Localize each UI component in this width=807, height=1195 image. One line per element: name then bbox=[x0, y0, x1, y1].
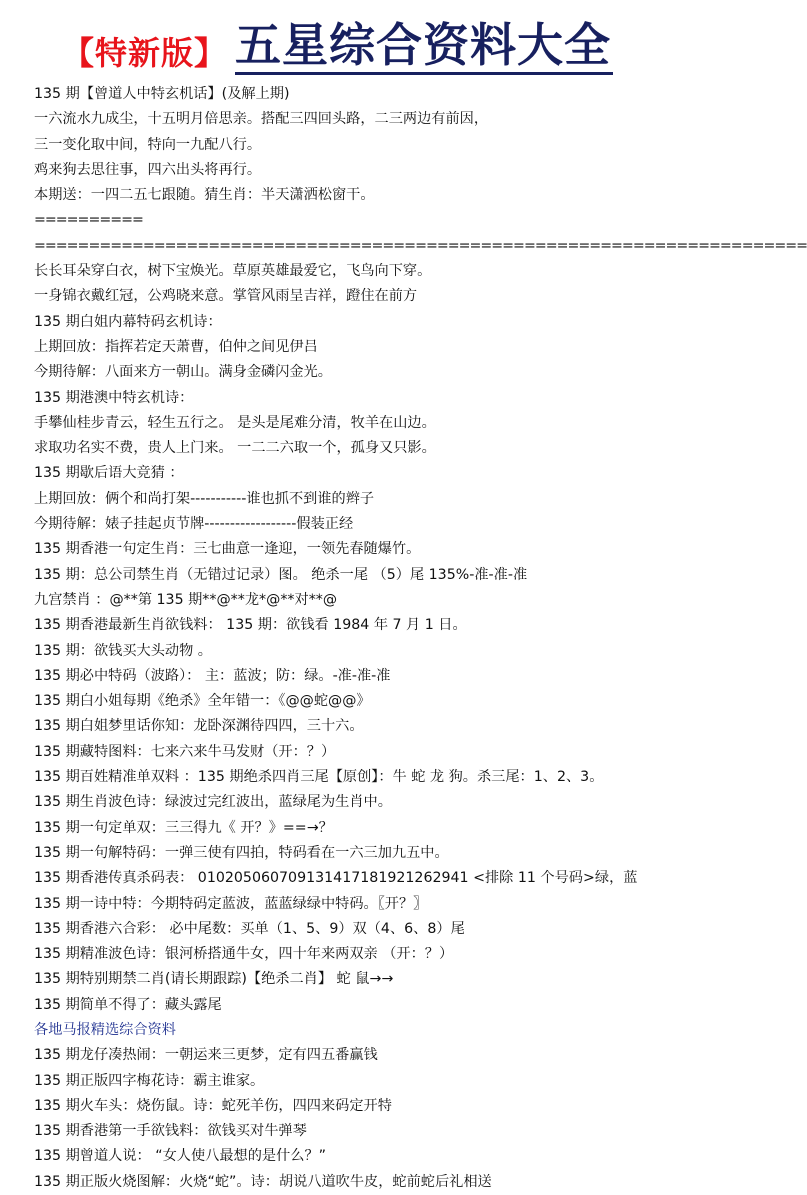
text-line: 135 期藏特图料：七来六来牛马发财（开：？） bbox=[34, 743, 336, 760]
text-line: 135 期简单不得了：藏头露尾 bbox=[34, 996, 222, 1013]
text-line: 本期送：一四二五七跟随。猜生肖：半天潇洒松窗干。 bbox=[34, 187, 375, 204]
text-line: 今期待解：八面来方一朝山。满身金磷闪金光。 bbox=[34, 364, 332, 381]
text-line: 135 期一句解特码：一弹三使有四拍，特码看在一六三加九五中。 bbox=[34, 844, 449, 861]
text-line: 135 期一诗中特：今期特码定蓝波，蓝蓝绿绿中特码。〖开？〗 bbox=[34, 895, 428, 912]
text-line: 三一变化取中间，特向一九配八行。 bbox=[34, 136, 262, 153]
text-line: 求取功名实不费，贵人上门来。 一二二六取一个，孤身又只影。 bbox=[34, 440, 436, 457]
text-line: 135 期正版火烧图解：火烧“蛇”。诗：胡说八道吹牛皮，蛇前蛇后礼相送 bbox=[34, 1173, 492, 1190]
text-line: 长长耳朵穿白衣，树下宝焕光。草原英雄最爱它，飞鸟向下穿。 bbox=[34, 263, 432, 280]
text-line: 135 期港澳中特玄机诗： bbox=[34, 389, 194, 406]
edition-badge: 【特新版】 bbox=[62, 34, 228, 72]
text-line: 今期待解：婊子挂起贞节牌------------------假装正经 bbox=[34, 516, 354, 533]
text-line: 135 期火车头：烧伤鼠。诗：蛇死羊伤，四四来码定开特 bbox=[34, 1097, 392, 1114]
text-line: 135 期龙仔凑热闹：一朝运来三更梦，定有四五番赢钱 bbox=[34, 1047, 378, 1064]
text-line: 上期回放：俩个和尚打架-----------谁也抓不到谁的辫子 bbox=[34, 490, 375, 507]
section-heading: 各地马报精选综合资料 bbox=[34, 1021, 176, 1038]
text-line: 135 期【曾道人中特玄机话】(及解上期) bbox=[34, 86, 290, 102]
text-line: 135 期特别期禁二肖(请长期跟踪)【绝杀二肖】 蛇 鼠→→ bbox=[34, 971, 394, 988]
text-line: 135 期歇后语大竞猜 ： bbox=[34, 465, 184, 482]
text-line: 135 期香港最新生肖欲钱料： 135 期：欲钱看 1984 年 7 月 1 日。 bbox=[34, 617, 467, 634]
page-title: 五星综合资料大全 bbox=[235, 18, 613, 75]
document-body bbox=[34, 82, 807, 1195]
text-line: 135 期白姐内幕特码玄机诗： bbox=[34, 313, 222, 330]
text-line: 手攀仙桂步青云，轻生五行之。 是头是尾难分清，牧羊在山边。 bbox=[34, 414, 436, 431]
text-line: 135 期香港第一手欲钱料：欲钱买对牛弹琴 bbox=[34, 1123, 307, 1140]
text-line: 135 期一句定单双：三三得九《 开？》==→？ bbox=[34, 819, 333, 836]
text-line: 135 期必中特码（波路）： 主：蓝波；防：绿。-准-准-准 bbox=[34, 667, 391, 684]
text-line: 135 期百姓精准单双料 ：135 期绝杀四肖三尾【原创】：牛 蛇 龙 狗。杀三尾：1、2、3。 bbox=[34, 769, 604, 786]
text-line: 九宫禁肖 ：@**第 135 期**@**龙*@**对**@ bbox=[34, 591, 338, 608]
text-line: 135 期：欲钱买大头动物 。 bbox=[34, 642, 212, 659]
text-line: 上期回放：指挥若定天萧曹，伯仲之间见伊吕 bbox=[34, 338, 318, 355]
text-line: 135 期精准波色诗：银河桥搭通牛女，四十年来两双亲 （开：？） bbox=[34, 946, 454, 963]
text-line: 135 期香港传真杀码表： 010205060709131417181921262941 <排除 11 个号码>绿，蓝 bbox=[34, 870, 638, 887]
text-line: 135 期白小姐每期《绝杀》全年错一：《@@蛇@@》 bbox=[34, 693, 371, 710]
text-line: 鸡来狗去思往事，四六出头将再行。 bbox=[34, 161, 262, 178]
text-line: 一身锦衣戴红冠，公鸡晓来意。掌管风雨呈吉祥，蹬住在前方 bbox=[34, 288, 418, 305]
text-line: 135 期曾道人说： “女人使八最想的是什么？” bbox=[34, 1148, 326, 1165]
text-line: 135 期正版四字梅花诗：霸主谁家。 bbox=[34, 1072, 265, 1089]
text-line: 一六流水九成尘，十五明月倍思亲。搭配三四回头路，二三两边有前因， bbox=[34, 111, 489, 128]
text-line: 135 期白姐梦里话你知：龙卧深渊待四四，三十六。 bbox=[34, 718, 364, 735]
divider-rule: ========== bbox=[34, 212, 143, 229]
text-line: 135 期香港一句定生肖：三七曲意一逢迎，一领先春随爆竹。 bbox=[34, 541, 421, 558]
page-header bbox=[0, 0, 707, 82]
text-line: 135 期生肖波色诗：绿波过完红波出，蓝绿尾为生肖中。 bbox=[34, 794, 392, 811]
text-line: 135 期：总公司禁生肖（无错过记录）图。 绝杀一尾 （5）尾 135%-准-准-准 bbox=[34, 566, 528, 583]
divider-rule: ======================================================================= bbox=[34, 237, 807, 254]
text-line: 135 期香港六合彩： 必中尾数：买单（1、5、9）双（4、6、8）尾 bbox=[34, 920, 465, 937]
